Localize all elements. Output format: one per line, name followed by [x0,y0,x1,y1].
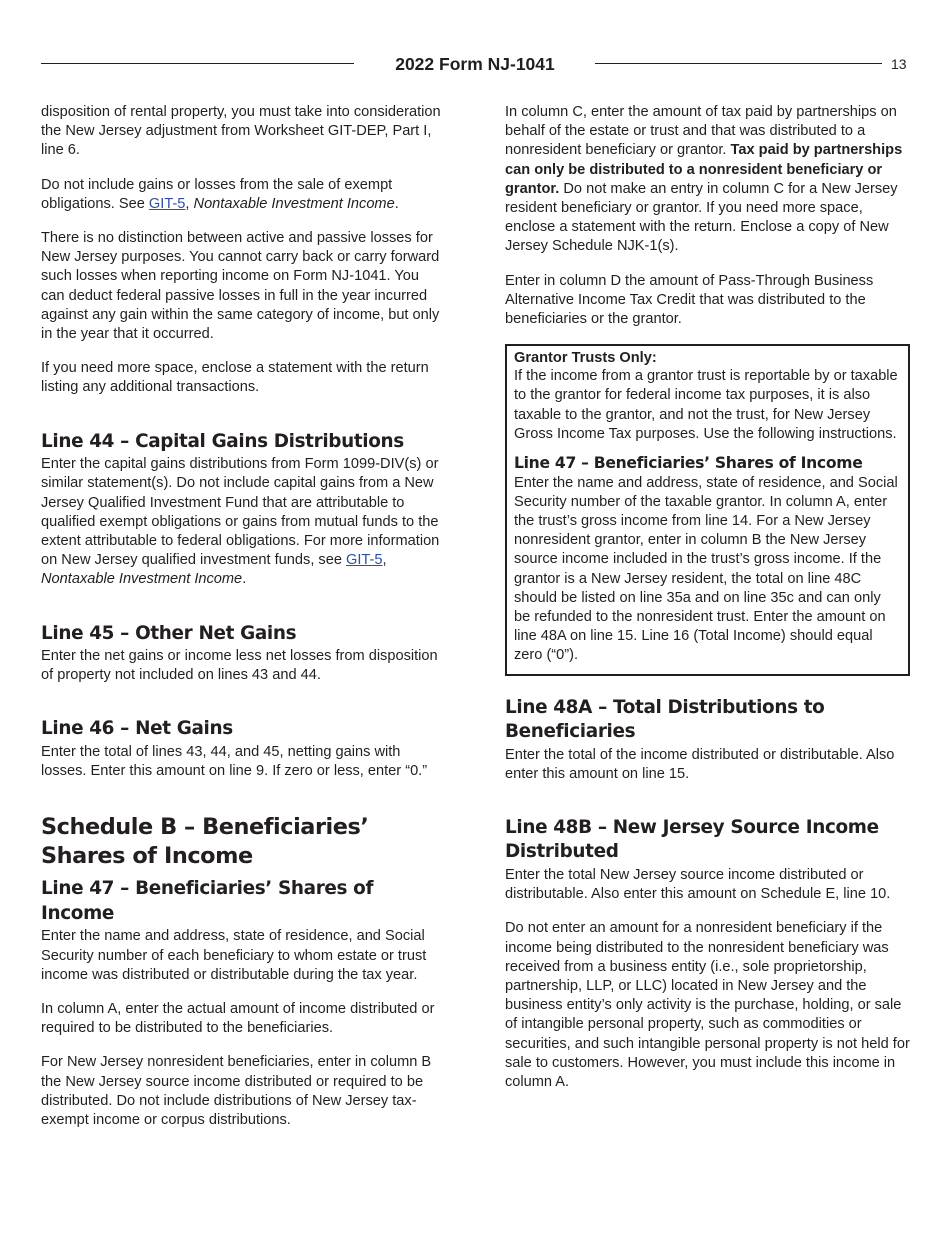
line46-heading: Line 46 – Net Gains [41,718,233,740]
line48b-heading: Line 48B – New Jersey Source Income Distributed [505,816,879,863]
grantor-line47-heading: Line 47 – Beneficiaries’ Shares of Income [514,454,863,473]
page-number: 13 [891,56,907,72]
header-rule-right [595,63,882,64]
column-c-paragraph: In column C, enter the amount of tax paid by partnerships on behalf of the estate or trust and that was distributed to a nonresident beneficiary or grantor. Tax paid by partnerships can only be distributed to a nonresident beneficiary or grantor. Do not make an entry in column C for a New Jersey resident beneficiary or grantor. If you need more space, enclose a statement with the return. Enclose a copy of New Jersey Schedule NJK-1(s). [505,104,903,255]
column-d-paragraph: Enter in column D the amount of Pass-Through Business Alternative Income Tax Credit that was distributed to the beneficiaries or the grantor. [505,272,874,328]
line48b-paragraph-2: Do not enter an amount for a nonresident beneficiary if the income being distributed to the nonresident beneficiary was received from a business entity (i.e., sole proprietorship, partnership, LLP, or LLC) located in New Jersey and the business entity’s only activity is the purchase, holding, or sale of intangible personal property, such as commodities or securities, and such intangible personal property is not held for sale to customers. However, you must include this income in column A. [505,920,910,1091]
exempt-obligations-paragraph: Do not include gains or losses from the sale of exempt obligations. See GIT-5, Nontaxable Investment Income. [41,176,399,212]
more-space-paragraph: If you need more space, enclose a statement with the return listing any additional transactions. [41,360,429,396]
line48a-text: Enter the total of the income distributed or distributable. Also enter this amount on line 15. [505,746,895,782]
git5-link[interactable]: GIT-5 [148,195,186,212]
line46-text: Enter the total of lines 43, 44, and 45, netting gains with losses. Enter this amount on line 9. If zero or less, enter “0.” [41,743,428,780]
line48b-paragraph-1: Enter the total New Jersey source income distributed or distributable. Also enter this amount on Schedule E, line 10. [505,866,891,903]
left-column [41,103,446,1145]
line47-paragraph-2: In column A, enter the actual amount of income distributed or required to be distributed to the beneficiaries. [41,1000,435,1037]
line45-text: Enter the net gains or income less net losses from disposition of property not included on lines 43 and 44. [41,648,438,684]
rental-property-paragraph: disposition of rental property, you must take into consideration the New Jersey adjustment from Worksheet GIT-DEP, Part I, line 6. [41,104,441,159]
line44-heading: Line 44 – Capital Gains Distributions [41,430,404,452]
right-column [505,103,910,1107]
line47-paragraph-3: For New Jersey nonresident beneficiaries, enter in column B the New Jersey source income distributed or required to be distributed. Do not include distributions of New Jersey tax-exempt income or corpus distributions. [41,1054,432,1128]
line47-paragraph-1: Enter the name and address, state of residence, and Social Security number of each beneficiary to whom estate or trust income was distributed or distributable during the tax year. [41,928,427,983]
grantor-trusts-intro: If the income from a grantor trust is reportable by or taxable to the grantor for federal income tax purposes, it is also taxable to the grantor, and not the trust, for New Jersey Gross Income Tax purposes. Use the following instructions. [514,368,898,442]
schedule-b-heading: Schedule B – Beneficiaries’ Shares of Income [41,814,369,870]
form-title: 2022 Form NJ-1041 [395,54,555,74]
passive-losses-paragraph: There is no distinction between active and passive losses for New Jersey purposes. You cannot carry back or carry forward such losses when reporting income on Form NJ-1041. You can deduct federal passive losses in full in the year incurred against any gain within the same category of income, but only in the year that it occurred. [41,230,440,343]
grantor-trusts-box [505,344,910,675]
line45-heading: Line 45 – Other Net Gains [41,622,297,644]
line44-text: Enter the capital gains distributions from Form 1099-DIV(s) or similar statement(s). Do not include capital gains from a New Jersey Qualified Investment Fund that are attributable to qualified exempt obligations or gains from mutual funds to the extent attributable to federal obligations. For more information on New Jersey qualified investment funds, see GIT-5, Nontaxable Investment Income. [41,456,440,588]
line48a-heading: Line 48A – Total Distributions to Beneficiaries [505,696,825,743]
grantor-trusts-title: Grantor Trusts Only: [514,350,657,367]
header-rule-left [41,63,354,64]
git5-link[interactable]: GIT-5 [346,552,383,569]
grantor-line47-text: Enter the name and address, state of residence, and Social Security number of the taxable grantor. In column A, enter the trust’s gross income from line 14. For a New Jersey nonresident grantor, enter in column B the New Jersey source income included in the trust’s gross income. If the grantor is a New Jersey resident, the total on line 48C should be listed on line 35a and on line 35c and can only be refunded to the nonresident trust. Enter the amount on line 48A on line 15. Line 16 (Total Income) should equal zero (“0”). [514,474,898,664]
line47-heading: Line 47 – Beneficiaries’ Shares of Income [41,878,374,924]
